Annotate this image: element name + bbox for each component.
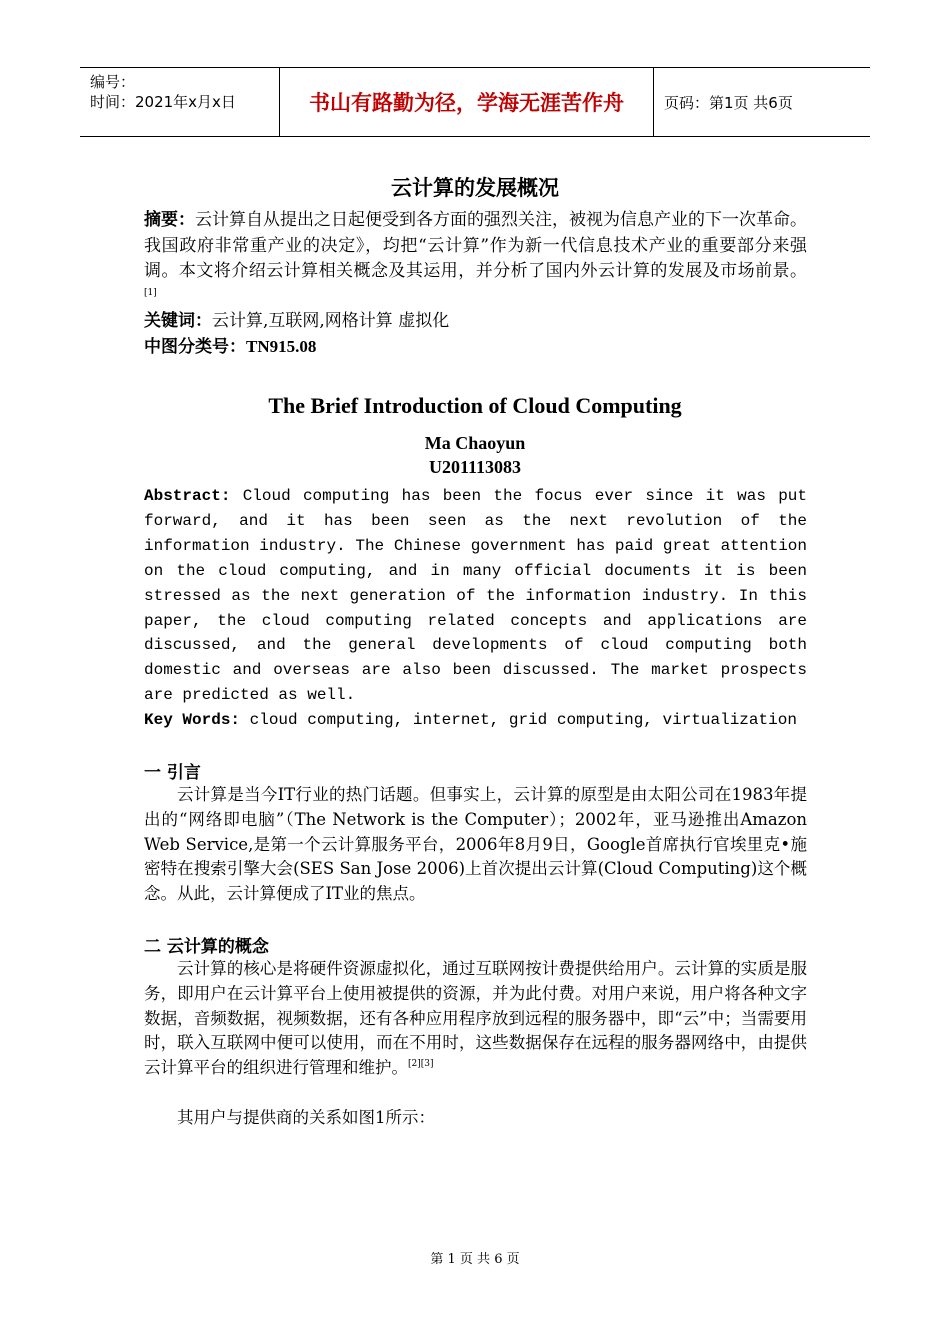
page-title-cn: 云计算的发展概况 — [391, 176, 559, 200]
clc-code: TN915.08 — [246, 337, 317, 356]
keywords-cn-text: 云计算,互联网,网格计算 虚拟化 — [212, 311, 450, 331]
number-label: 编号： — [90, 73, 136, 91]
keywords-en — [144, 708, 807, 733]
section1-body: 云计算是当今IT行业的热门话题。但事实上，云计算的原型是由太阳公司在1983年提出的“网络即电脑”（The Network is the Computer）；2002年，亚马逊推出Amazon Web Service,是第一个云计算服务平台，2006年8月9日，Google首席执行官埃里克•施密特在搜索引擎大会(SES San Jose 2006)上首次提出云计算(Cloud Computing)这个概念。从此，云计算便成了IT业的焦点。 — [144, 785, 807, 904]
keywords-cn-label: 关键词： — [144, 311, 212, 331]
header-page-info: 页码：第1页 共6页 — [664, 93, 793, 112]
page-footer: 第 1 页 共 6 页 — [430, 1252, 520, 1267]
time-label: 时间：2021年x月x日 — [90, 93, 236, 111]
clc-label: 中图分类号： — [144, 337, 246, 357]
abstract-en-label: Abstract: — [144, 487, 231, 505]
header-motto: 书山有路勤为径，学海无涯苦作舟 — [280, 68, 654, 136]
section2-refs: [2][3] — [408, 1059, 434, 1070]
section2-heading: 二 云计算的概念 — [144, 937, 269, 957]
abstract-cn-text: 云计算自从提出之日起便受到各方面的强烈关注，被视为信息产业的下一次革命。我国政府非常重产业的决定》，均把“云计算”作为新一代信息技术产业的重要部分来强调。本文将介绍云计算相关概念及其运用，并分析了国内外云计算的发展及市场前景。 — [144, 210, 807, 281]
student-id: U201113083 — [428, 457, 521, 477]
header-meta — [80, 68, 280, 136]
section2-figure-intro: 其用户与提供商的关系如图1所示： — [177, 1108, 435, 1127]
abstract-cn — [144, 208, 807, 310]
keywords-cn — [144, 309, 807, 335]
page-title-en: The Brief Introduction of Cloud Computing — [268, 393, 682, 418]
section1-heading: 一 引言 — [144, 763, 201, 783]
clc-line — [144, 334, 807, 361]
author-name: Ma Chaoyun — [424, 433, 526, 453]
abstract-en-text: Cloud computing has been the focus ever since it was put forward, and it has been seen as the next revolution of the information industry. The Chinese government has paid great attention on the cloud computing, and in many official documents it is been stressed as the next generation of the information industry. In this paper, the cloud computing related concepts and applications are discussed, and the general developments of cloud computing both domestic and overseas are also been discussed. The market prospects are predicted as well. — [144, 487, 807, 705]
abstract-en — [144, 484, 807, 708]
document-header — [80, 67, 870, 137]
section2-text: 云计算的核心是将硬件资源虚拟化，通过互联网按计费提供给用户。云计算的实质是服务，即用户在云计算平台上使用被提供的资源，并为此付费。对用户来说，用户将各种文字数据，音频数据，视频数据，还有各种应用程序放到远程的服务器中，即“云”中；当需要用时，联入互联网中便可以使用，而在不用时，这些数据保存在远程的服务器网络中，由提供云计算平台的组织进行管理和维护。 — [144, 959, 807, 1078]
abstract-cn-ref: [1] — [144, 287, 157, 298]
section2-body — [144, 957, 807, 1081]
keywords-en-label: Key Words: — [144, 711, 241, 729]
keywords-en-text: cloud computing, internet, grid computing, virtualization — [249, 711, 797, 729]
abstract-cn-label: 摘要： — [144, 210, 195, 230]
